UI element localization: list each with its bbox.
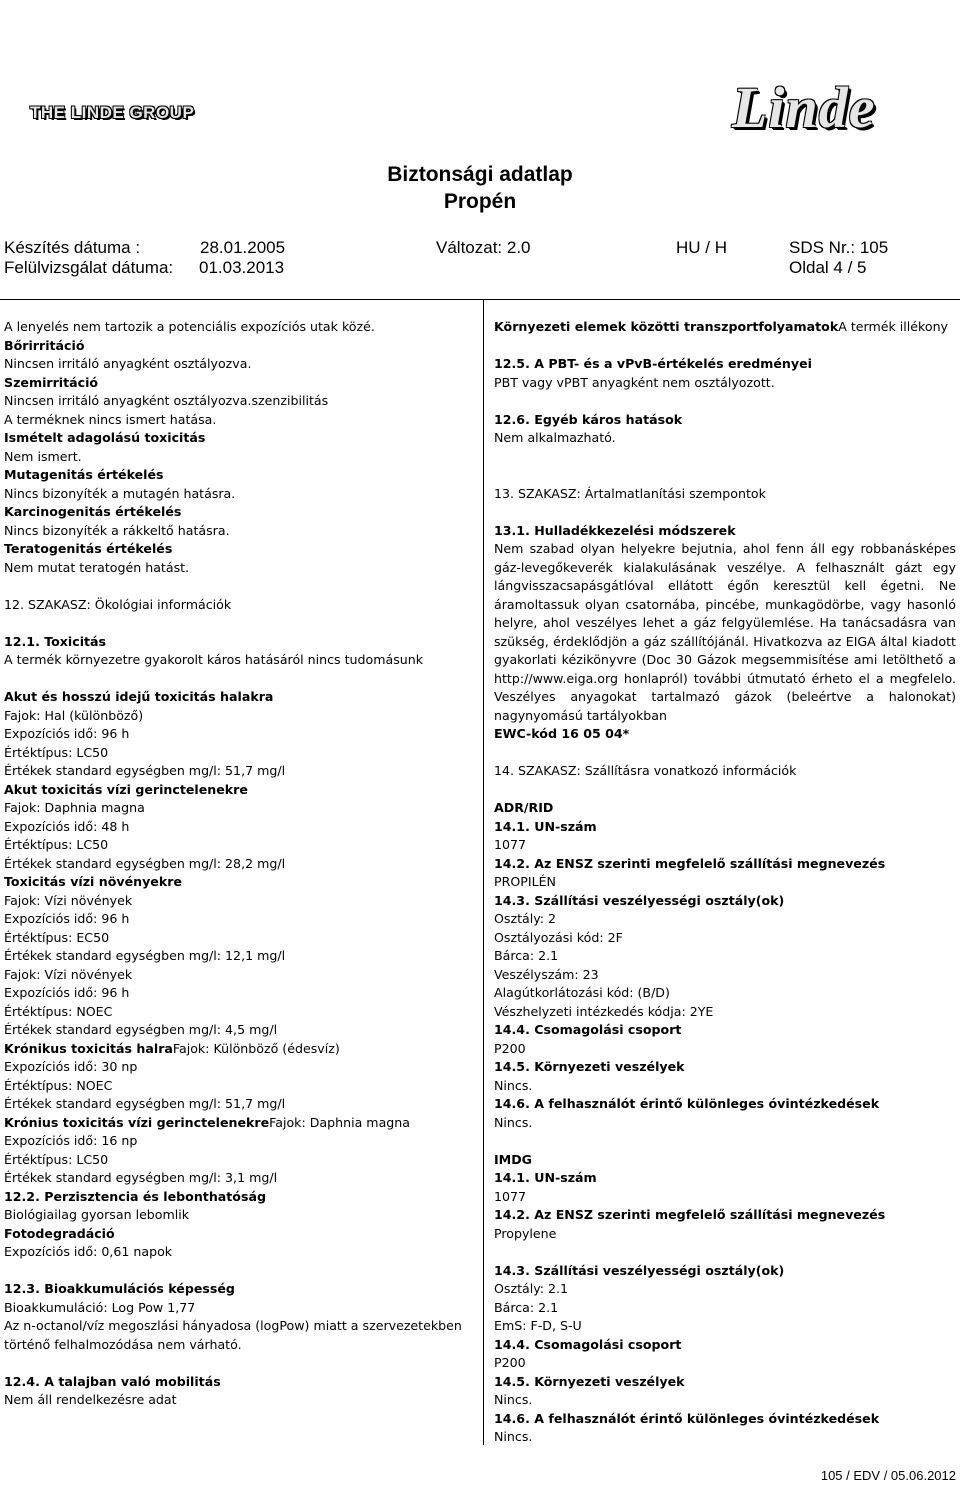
body-text: Értékek standard egységben mg/l: 28,2 mg/l <box>4 855 286 871</box>
spacer <box>494 503 956 522</box>
section-heading: 14.3. Szállítási veszélyességi osztály(ok) <box>494 892 785 908</box>
body-text: Értéktípus: NOEC <box>4 1077 113 1093</box>
body-text: Nincs. <box>494 1077 533 1093</box>
body-text: Nincs bizonyíték a rákkeltő hatásra. <box>4 522 230 538</box>
body-text: Expozíciós idő: 96 h <box>4 911 130 926</box>
body-text: 14. SZAKASZ: Szállításra vonatkozó információk <box>494 763 797 778</box>
spacer <box>4 1262 469 1281</box>
section-heading: 14.2. Az ENSZ szerinti megfelelő szállítási megnevezés <box>494 1207 886 1222</box>
section-heading: Krónius toxicitás vízi gerinctelenekre <box>4 1114 270 1130</box>
body-text: Osztály: 2.1 <box>494 1281 569 1296</box>
body-text: Nincsen irritáló anyagként osztályozva.szenzibilitás <box>4 393 329 408</box>
country-code: HU / H <box>676 238 727 257</box>
body-text: Nem áll rendelkezésre adat <box>4 1392 177 1407</box>
footer-code: 105 / EDV / 05.06.2012 <box>820 1468 956 1483</box>
body-text: Fajok: Vízi növények <box>4 966 133 982</box>
section-heading: 14.1. UN-szám <box>494 818 597 834</box>
section-heading: Szemirritáció <box>4 374 99 390</box>
header-divider <box>0 299 960 300</box>
body-text: PBT vagy vPBT anyagként nem osztályozott. <box>494 374 775 390</box>
body-text: 12. SZAKASZ: Ökológiai információk <box>4 596 232 612</box>
body-text: Expozíciós idő: 30 np <box>4 1059 138 1074</box>
page-number: Oldal 4 / 5 <box>789 258 867 277</box>
spacer <box>4 1354 469 1373</box>
revised-label: Felülvizsgálat dátuma: <box>4 258 174 277</box>
body-text: Bárca: 2.1 <box>494 1299 559 1315</box>
section-heading: 14.1. UN-szám <box>494 1170 597 1185</box>
section-heading: Akut és hosszú idejű toxicitás halakra <box>4 689 274 704</box>
spacer <box>494 448 956 485</box>
section-heading: Krónikus toxicitás halra <box>4 1040 173 1056</box>
section-heading: 13.1. Hulladékkezelési módszerek <box>494 522 736 538</box>
body-text: EmS: F-D, S-U <box>494 1318 582 1333</box>
section-heading: Fotodegradáció <box>4 1225 115 1241</box>
body-text: Osztály: 2 <box>494 911 557 926</box>
sds-number: SDS Nr.: 105 <box>789 238 889 257</box>
body-text: Expozíciós idő: 0,61 napok <box>4 1244 173 1259</box>
product-name: Propén <box>443 190 517 213</box>
spacer <box>494 744 956 763</box>
section-heading: 12.4. A talajban való mobilitás <box>4 1373 221 1389</box>
heading-with-text <box>4 1114 469 1133</box>
body-text: Bioakkumuláció: Log Pow 1,77 <box>4 1299 196 1315</box>
body-text: Osztályozási kód: 2F <box>494 929 623 945</box>
linde-group-logo: THE LINDE GROUP <box>30 103 195 122</box>
spacer <box>4 577 469 596</box>
body-text: Fajok: Különböző (édesvíz) <box>172 1040 340 1056</box>
body-text: Veszélyszám: 23 <box>494 966 599 982</box>
section-heading: Környezeti elemek közötti transzportfolyamatok <box>494 319 839 334</box>
spacer <box>494 337 956 356</box>
version: Változat: 2.0 <box>436 238 531 257</box>
body-text: Expozíciós idő: 96 h <box>4 985 130 1000</box>
section-heading: EWC-kód 16 05 04* <box>494 726 630 741</box>
body-text: Értékek standard egységben mg/l: 4,5 mg/l <box>4 1022 278 1037</box>
spacer <box>494 1243 956 1262</box>
body-text: Biológiailag gyorsan lebomlik <box>4 1207 190 1222</box>
section-heading: Bőrirritáció <box>4 337 85 353</box>
body-text: Fajok: Daphnia magna <box>269 1114 410 1130</box>
section-heading: 12.5. A PBT- és a vPvB-értékelés eredményei <box>494 356 812 371</box>
section-heading: 12.6. Egyéb káros hatások <box>494 411 683 427</box>
body-text: 1077 <box>494 1188 527 1204</box>
section-heading: ADR/RID <box>494 800 554 815</box>
section-heading: Ismételt adagolású toxicitás <box>4 430 206 445</box>
section-heading: 14.6. A felhasználót érintő különleges óvintézkedések <box>494 1096 880 1111</box>
body-text: Fajok: Hal (különböző) <box>4 707 144 723</box>
section-heading: Mutagenitás értékelés <box>4 467 164 482</box>
body-text: Alagútkorlátozási kód: (B/D) <box>494 985 670 1000</box>
body-text: A termék környezetre gyakorolt káros hatásáról nincs tudomásunk <box>4 652 424 667</box>
section-heading: 14.3. Szállítási veszélyességi osztály(ok) <box>494 1262 785 1278</box>
section-heading: 14.6. A felhasználót érintő különleges óvintézkedések <box>494 1410 880 1426</box>
section-heading: Toxicitás vízi növényekre <box>4 874 182 889</box>
body-text: PROPILÉN <box>494 874 556 889</box>
body-text: Értéktípus: LC50 <box>4 1151 109 1167</box>
body-text: Értékek standard egységben mg/l: 3,1 mg/l <box>4 1170 278 1185</box>
right-column <box>494 318 956 1447</box>
section-heading: Karcinogenitás értékelés <box>4 504 182 519</box>
body-text: Fajok: Vízi növények <box>4 892 133 908</box>
document-title: Biztonsági adatlap <box>387 163 573 186</box>
created-date: 28.01.2005 <box>200 238 286 257</box>
body-text: P200 <box>494 1355 526 1370</box>
section-heading: 12.3. Bioakkumulációs képesség <box>4 1281 235 1296</box>
body-text: Nincsen irritáló anyagként osztályozva. <box>4 356 252 371</box>
spacer <box>4 670 469 689</box>
heading-with-text <box>494 318 956 337</box>
spacer <box>494 1132 956 1151</box>
body-text: 1077 <box>494 837 527 852</box>
body-text: Nincs. <box>494 1114 533 1130</box>
section-heading: Teratogenitás értékelés <box>4 541 173 556</box>
body-text: történő felhalmozódása nem várható. <box>4 1336 242 1352</box>
body-text: Vészhelyzeti intézkedés kódja: 2YE <box>494 1003 714 1019</box>
body-text: Propylene <box>494 1225 557 1241</box>
body-text: Nem mutat teratogén hatást. <box>4 559 190 575</box>
body-text: Értékek standard egységben mg/l: 51,7 mg/l <box>4 763 286 778</box>
spacer <box>4 614 469 633</box>
body-text: A termék illékony <box>838 319 949 334</box>
body-text: Nincs. <box>494 1429 533 1444</box>
spacer <box>494 392 956 411</box>
section-heading: 14.2. Az ENSZ szerinti megfelelő szállítási megnevezés <box>494 855 886 871</box>
body-text: Nem alkalmazható. <box>494 430 616 445</box>
section-heading: IMDG <box>494 1151 533 1167</box>
body-text: Értéktípus: EC50 <box>4 929 110 945</box>
body-text: Értékek standard egységben mg/l: 12,1 mg/l <box>4 948 286 963</box>
body-text: Nincs. <box>494 1392 533 1407</box>
body-text: Értékek standard egységben mg/l: 51,7 mg/l <box>4 1096 286 1111</box>
body-text: Expozíciós idő: 48 h <box>4 818 130 834</box>
body-text: P200 <box>494 1040 526 1056</box>
body-text: 13. SZAKASZ: Ártalmatlanítási szempontok <box>494 485 766 501</box>
left-column <box>4 318 469 1410</box>
heading-with-text <box>4 1040 469 1059</box>
section-heading: Akut toxicitás vízi gerinctelenekre <box>4 781 248 797</box>
body-text: Az n-octanol/víz megoszlási hányadosa (logPow) miatt a szervezetekben <box>4 1318 462 1333</box>
linde-logo: Linde <box>732 75 876 140</box>
body-text: Értéktípus: LC50 <box>4 744 109 760</box>
revised-date: 01.03.2013 <box>199 258 285 277</box>
body-text: Értéktípus: NOEC <box>4 1003 113 1019</box>
section-heading: 14.4. Csomagolási csoport <box>494 1336 682 1352</box>
column-divider <box>483 300 484 1445</box>
body-text: Értéktípus: LC50 <box>4 837 109 852</box>
body-text: A lenyelés nem tartozik a potenciális expozíciós utak közé. <box>4 319 375 334</box>
section-heading: 12.2. Perzisztencia és lebonthatóság <box>4 1188 266 1204</box>
body-text: Expozíciós idő: 96 h <box>4 726 130 741</box>
body-text: Nincs bizonyíték a mutagén hatásra. <box>4 485 236 501</box>
paragraph: Nem szabad olyan helyekre bejutnia, ahol fenn áll egy robbanásképes gáz-levegőkeverék kialakulásának veszélye. A felhasznált gázt egy lángvisszacsapásgátlóval ellátott égőn keresztül kell égetni. Ne áramoltassuk olyan csatornába, pincébe, munkagödörbe, vagy hasonló helyre, ahol veszélyes lehet a gáz felgyülemlése. Ha tanácsadásra van szükség, érdeklődjön a gáz szállítójánál. Hivatkozva az EIGA által kiadott gyakorlati kézikönyvre (Doc 30 Gázok megsemmisítése ami letölthető a http://www.eiga.org honlapról) további útmutató érheto el a megfelelo. Veszélyes anyagokat tartalmazó gázok (beleértve a halonokat) nagynyomású tartályokban <box>494 541 956 723</box>
body-text: Expozíciós idő: 16 np <box>4 1133 138 1148</box>
body-text: Bárca: 2.1 <box>494 948 559 963</box>
section-heading: 12.1. Toxicitás <box>4 633 107 649</box>
body-text: A terméknek nincs ismert hatása. <box>4 411 217 427</box>
body-text: Nem ismert. <box>4 448 82 464</box>
section-heading: 14.5. Környezeti veszélyek <box>494 1373 685 1389</box>
section-heading: 14.5. Környezeti veszélyek <box>494 1059 685 1074</box>
body-text: Fajok: Daphnia magna <box>4 800 145 815</box>
section-heading: 14.4. Csomagolási csoport <box>494 1022 682 1037</box>
created-label: Készítés dátuma : <box>4 238 141 257</box>
spacer <box>494 781 956 800</box>
